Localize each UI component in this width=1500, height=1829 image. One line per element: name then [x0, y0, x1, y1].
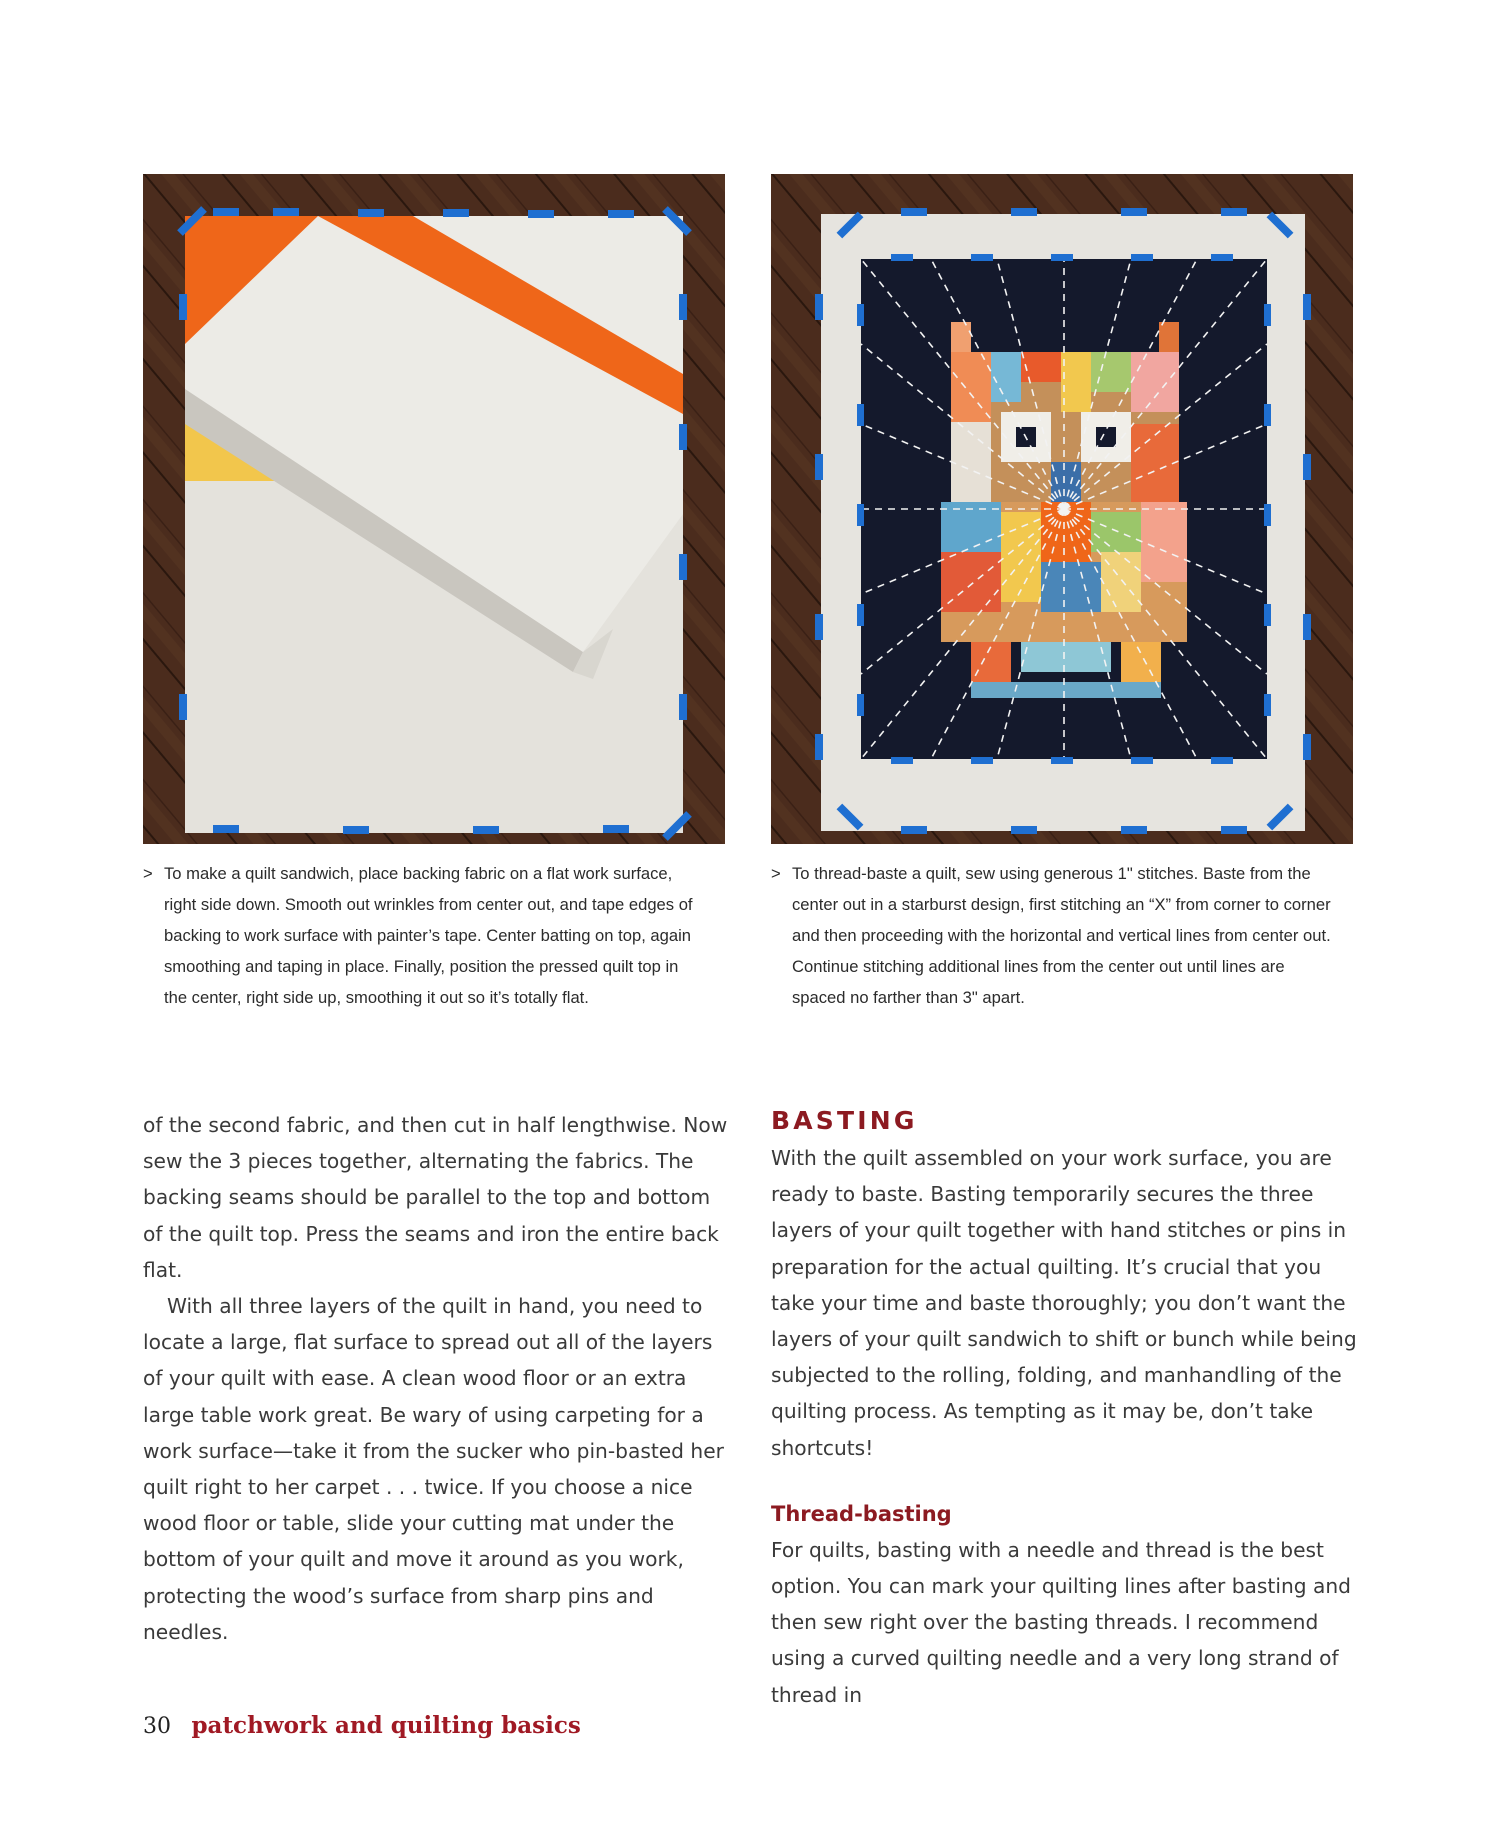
- caption-text: To make a quilt sandwich, place backing fabric on a flat work surface, right side down. Smooth out wrinkles from center out, and tape edges of backing to work surface with painter’s tape. Center batting on top, again smoothing and taping in place. Finally, position the pressed quilt top in the center, right side up, smoothing it out so it’s totally flat.: [164, 864, 693, 1007]
- paragraph: of the second fabric, and then cut in half lengthwise. Now sew the 3 pieces together, alternating the fabrics. The backing seams should be parallel to the top and bottom of the quilt top. Press the seams and iron the entire back flat.: [143, 1113, 728, 1282]
- left-text-column: [143, 1107, 733, 1650]
- subheading-thread-basting: Thread-basting: [771, 1501, 952, 1526]
- caption-quilt-sandwich: [143, 858, 703, 1013]
- caption-text: To thread-baste a quilt, sew using generous 1" stitches. Baste from the center out in a starburst design, first stitching an “X” from corner to corner and then proceeding with the horizontal and vertical lines from center out. Continue stitching additional lines from the center out until lines are spaced no farther than 3" apart.: [792, 864, 1331, 1007]
- thread-basted-owl-quilt-illustration: [771, 174, 1353, 844]
- caption-marker: >: [143, 864, 153, 883]
- right-text-column: [771, 1104, 1363, 1713]
- caption-thread-baste: [771, 858, 1331, 1013]
- caption-marker: >: [771, 864, 781, 883]
- photo-quilt-sandwich: [143, 174, 725, 844]
- section-heading-basting: BASTING: [771, 1106, 918, 1135]
- page-number: 30: [143, 1714, 171, 1739]
- photo-thread-basted-quilt: [771, 174, 1353, 844]
- paragraph: With the quilt assembled on your work surface, you are ready to baste. Basting temporarily secures the three layers of your quilt together with hand stitches or pins in preparation for the actual quilting. It’s crucial that you take your time and baste thoroughly; you don’t want the layers of your quilt sandwich to shift or bunch while being subjected to the rolling, folding, and manhandling of the quilting process. As tempting as it may be, don’t take shortcuts!: [771, 1146, 1357, 1460]
- paragraph: With all three layers of the quilt in hand, you need to locate a large, flat surface to spread out all of the layers of your quilt with ease. A clean wood floor or an extra large table work great. Be wary of using carpeting for a work surface—take it from the sucker who pin-basted her quilt right to her carpet . . . twice. If you choose a nice wood floor or table, slide your cutting mat under the bottom of your quilt and move it around as you work, protecting the wood’s surface from sharp pins and needles.: [143, 1294, 724, 1644]
- running-title: patchwork and quilting basics: [191, 1712, 581, 1739]
- quilt-sandwich-illustration: [143, 174, 725, 844]
- paragraph: For quilts, basting with a needle and thread is the best option. You can mark your quilting lines after basting and then sew right over the basting threads. I recommend using a curved quilting needle and a very long strand of thread in: [771, 1537, 1351, 1707]
- page-footer: [143, 1712, 581, 1739]
